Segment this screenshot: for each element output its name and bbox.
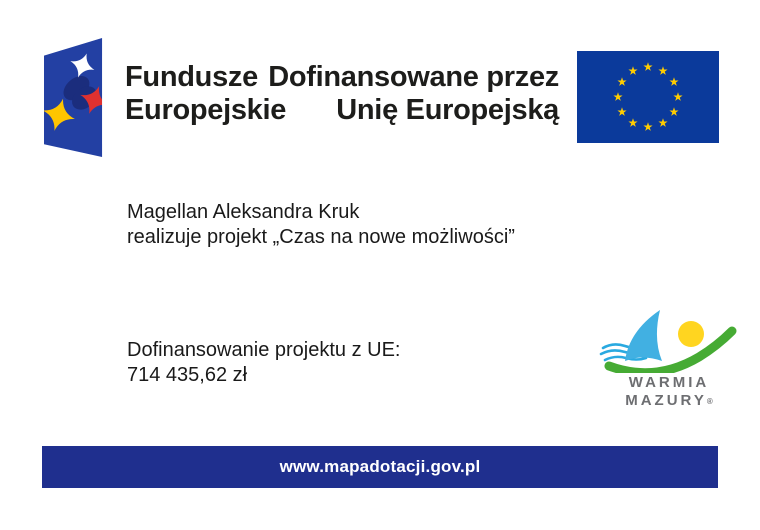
cofunded-line2: Unię Europejską bbox=[336, 94, 559, 126]
program-name-line1: Fundusze bbox=[125, 61, 258, 93]
fundusze-europejskie-logo-icon bbox=[44, 36, 105, 158]
registered-mark: ® bbox=[706, 397, 713, 406]
beneficiary-statement bbox=[127, 200, 515, 249]
funding-amount: 714 435,62 zł bbox=[127, 363, 248, 386]
warmia-mazury-logo-icon bbox=[595, 303, 743, 373]
warmia-text: WARMIA bbox=[628, 374, 710, 391]
cofunded-statement bbox=[268, 61, 559, 127]
mazury-text: MAZURY® bbox=[625, 392, 713, 409]
warmia-mazury-wordmark bbox=[595, 374, 743, 411]
program-name bbox=[125, 61, 286, 127]
footer-bar bbox=[42, 446, 718, 488]
project-title-line: realizuje projekt „Czas na nowe możliwości” bbox=[127, 225, 515, 248]
funding-label: Dofinansowanie projektu z UE: bbox=[127, 339, 401, 361]
eu-flag-icon bbox=[577, 51, 719, 143]
cofunded-line1: Dofinansowane przez bbox=[268, 61, 559, 93]
program-name-line2: Europejskie bbox=[125, 94, 287, 126]
footer-url: www.mapadotacji.gov.pl bbox=[279, 457, 481, 476]
funding-info bbox=[127, 338, 400, 387]
beneficiary-name: Magellan Aleksandra Kruk bbox=[127, 201, 360, 223]
